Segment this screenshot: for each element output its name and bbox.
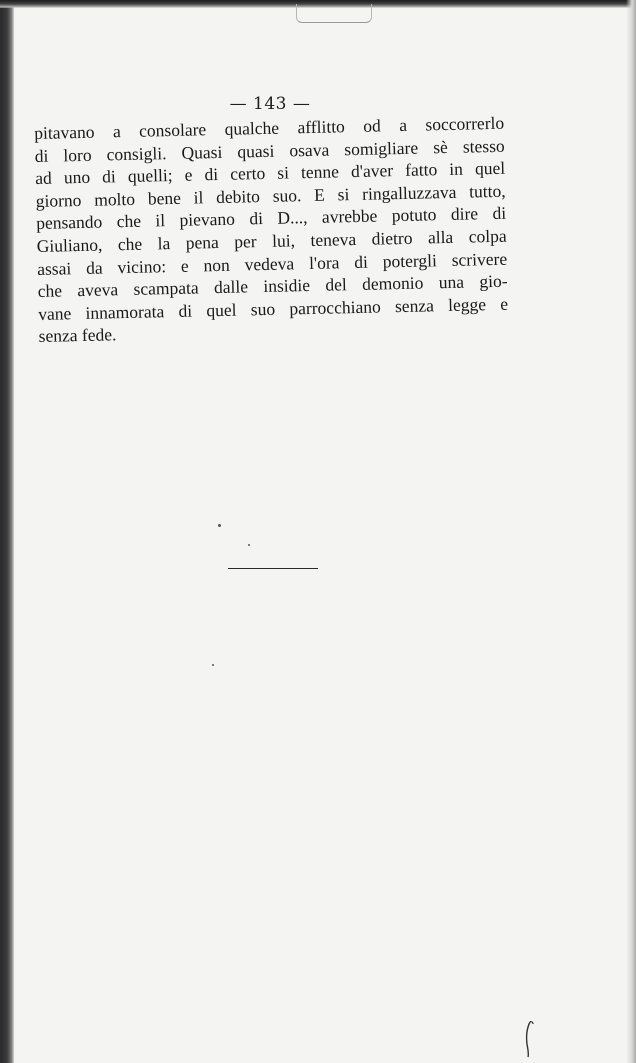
text-line: Giuliano, che la pena per lui, teneva dietro alla colpa <box>36 225 507 256</box>
page-number: — 143 — <box>229 94 311 114</box>
ink-speck <box>248 544 250 546</box>
text-line: senza fede. <box>38 324 117 347</box>
body-text <box>34 112 509 348</box>
ink-speck <box>218 524 221 527</box>
text-line: di loro consigli. Quasi quasi osava somigliare sè stesso <box>34 135 505 166</box>
text-line: assai da vicino: e non vedeva l'ora di potergli scrivere <box>36 248 508 279</box>
ink-speck <box>212 664 214 666</box>
page-binding-edge <box>0 0 14 1063</box>
text-line: che aveva scampata dalle insidie del demonio una gio- <box>37 270 508 302</box>
text-line: pensando che il pievano di D..., avrebbe potuto dire di <box>35 203 507 234</box>
page-right-edge <box>626 0 636 1063</box>
section-end-rule <box>228 568 318 569</box>
text-line: giorno molto bene il debito suo. E si ringalluzzava tutto, <box>35 180 506 211</box>
text-line: ad uno di quelli; e di certo si tenne d'aver fatto in quel <box>35 157 506 189</box>
text-line: vane innamorata di quel suo parrocchiano senza legge e <box>37 293 509 324</box>
text-line: pitavano a consolare qualche afflitto od a soccorrerlo <box>34 112 505 143</box>
page-top-tab <box>296 4 372 23</box>
ink-mark <box>524 1020 534 1058</box>
